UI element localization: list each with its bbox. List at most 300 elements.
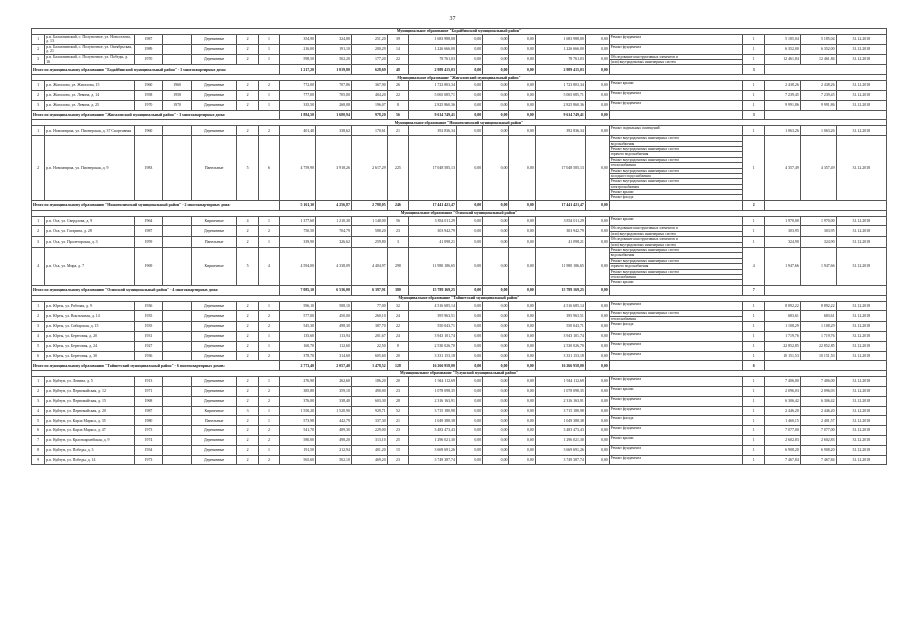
cell-fl: 2 — [237, 435, 258, 445]
cell-f1: 0,00 — [456, 445, 482, 455]
cell-f1: 0,00 — [456, 322, 482, 332]
cell-p2: 22 852,85 — [800, 341, 836, 351]
cell-fl: 2 — [237, 331, 258, 341]
cell-a1: 580,00 — [280, 435, 316, 445]
cell-cost: 1 944 112,69 — [409, 377, 457, 387]
work-item: Ремонт фасада — [610, 416, 634, 421]
cell-u: 0,00 — [585, 331, 609, 341]
total-own: 17 441 421,47 — [535, 200, 585, 210]
cell-cost: 3 331 153,18 — [409, 351, 457, 361]
cell-q: 1 — [743, 322, 764, 332]
cell-a3: 177,20 — [351, 54, 387, 65]
cell-f3: 0,00 — [509, 322, 535, 332]
cell-fl: 2 — [237, 386, 258, 396]
cell-addr: р.п. Юрты, ул. Береговая, д. 24 — [45, 341, 135, 351]
cell-f1: 0,00 — [456, 136, 482, 201]
cell-cost: 2 825 860,36 — [409, 100, 457, 110]
total-a3: 6 397,91 — [351, 285, 387, 295]
work-item: Ремонт фундамента — [610, 396, 642, 401]
cell-n: 1 — [32, 301, 45, 311]
cell-dt: 31.12.2018 — [836, 435, 886, 445]
cell-cost: 3 943 101,74 — [409, 331, 457, 341]
housing-repair-table — [31, 28, 887, 465]
cell-addr: р.п. Куйтун, ул. Первомайская, д. 20 — [45, 406, 135, 416]
cell-a3: 401,20 — [351, 445, 387, 455]
cell-cost: 1 296 021,30 — [409, 435, 457, 445]
cell-work — [609, 237, 743, 248]
cell-p2: 7 077,00 — [800, 426, 836, 436]
cell-own: 2 316 163,91 — [535, 396, 585, 406]
cell-addr: р.п. Жигалово, ул. Левина, д. 25 — [45, 100, 135, 110]
cell-en: 1 — [258, 35, 279, 45]
cell-res: 20 — [387, 351, 408, 361]
cell-addr: р.п. Куйтун, ул. Карла Маркса, д. 47 — [45, 426, 135, 436]
work-item: Обследование конструктивных элементов и — [610, 55, 743, 60]
cell-work — [609, 377, 743, 387]
cell-y2 — [163, 248, 192, 286]
cell-f1: 0,00 — [456, 377, 482, 387]
cell-dt: 31.12.2018 — [836, 226, 886, 237]
work-item: Ремонт фундамента — [610, 377, 642, 382]
total-label: Итого по муниципальному образованию "Осинский муниципальный район" - 4 многоквартирных дома: — [32, 285, 280, 295]
cell-addr: р.п. Куйтун, ул. Ленина, д. 5 — [45, 377, 135, 387]
cell-p1: 5 185,04 — [764, 35, 800, 45]
total-tail-empty — [764, 110, 886, 120]
work-item: теплоснабжения — [610, 316, 636, 321]
cell-a1: 135,60 — [280, 331, 316, 341]
cell-a3: 404,20 — [351, 91, 387, 101]
cell-own: 5 065 085,71 — [535, 91, 585, 101]
cell-fl: 3 — [237, 406, 258, 416]
cell-work — [609, 100, 743, 110]
cell-n: 4 — [32, 406, 45, 416]
cell-res: 22 — [387, 91, 408, 101]
cell-q: 1 — [743, 426, 764, 436]
cell-mat: Деревянные — [191, 435, 236, 445]
cell-f2: 0,00 — [483, 248, 509, 286]
cell-own: 3 483 473,43 — [535, 426, 585, 436]
cell-a2: 502,10 — [316, 455, 352, 465]
total-a2: 2 057,40 — [316, 361, 352, 371]
work-item: (или) внутридомовых инженерных систем — [610, 231, 676, 236]
cell-a2: 268,08 — [316, 100, 352, 110]
cell-work — [609, 341, 743, 351]
work-item: Ремонт внутридомовых инженерных систем — [610, 136, 743, 141]
cell-res: 24 — [387, 331, 408, 341]
cell-f2: 0,00 — [483, 54, 509, 65]
cell-en: 2 — [258, 322, 279, 332]
cell-f3: 0,00 — [509, 100, 535, 110]
cell-mat: Кирпичные — [191, 248, 236, 286]
cell-f2: 0,00 — [483, 416, 509, 426]
cell-u: 0,00 — [585, 377, 609, 387]
cell-work — [609, 396, 743, 406]
cell-a3: 929,71 — [351, 406, 387, 416]
cell-cost: 3 483 473,43 — [409, 426, 457, 436]
cell-own: 1 683 988,00 — [535, 35, 585, 45]
cell-f2: 0,00 — [483, 341, 509, 351]
cell-y2 — [163, 35, 192, 45]
table-row — [32, 35, 887, 45]
cell-cost: 1 723 803,34 — [409, 81, 457, 91]
total-work-empty — [609, 200, 743, 210]
total-u: 0,00 — [585, 65, 609, 75]
table-row — [32, 54, 887, 65]
cell-y2 — [163, 331, 192, 341]
cell-mat: Деревянные — [191, 126, 236, 136]
cell-res: 32 — [387, 301, 408, 311]
cell-a2: 338,40 — [316, 396, 352, 406]
cell-u: 0,00 — [585, 126, 609, 136]
cell-n: 3 — [32, 100, 45, 110]
cell-n: 3 — [32, 396, 45, 406]
cell-n: 1 — [32, 126, 45, 136]
cell-a1: 160,70 — [280, 341, 316, 351]
cell-cost: 3 669 691,26 — [409, 445, 457, 455]
work-item: Ремонт фундамента — [610, 91, 642, 95]
cell-a3: 603,30 — [351, 396, 387, 406]
cell-n: 3 — [32, 54, 45, 65]
work-item: Ремонт крыши — [610, 216, 634, 221]
cell-mat: Кирпичные — [191, 406, 236, 416]
cell-f1: 0,00 — [456, 351, 482, 361]
cell-cost: 1 049 388,38 — [409, 416, 457, 426]
cell-res: 56 — [387, 216, 408, 226]
cell-en: 6 — [258, 136, 279, 201]
cell-own: 17 048 585,13 — [535, 136, 585, 201]
cell-y2 — [163, 126, 192, 136]
total-work-empty — [609, 65, 743, 75]
cell-f3: 0,00 — [509, 416, 535, 426]
cell-a1: 354,90 — [280, 35, 316, 45]
cell-addr: р.п. Новоигирма, ул. Пионерская, д. 37 Спортивная — [45, 126, 135, 136]
table-row — [32, 396, 887, 406]
cell-addr: р.п. Оса, ул. Пролетарская, д. 3 — [45, 237, 135, 248]
cell-en: 1 — [258, 377, 279, 387]
total-label: Итого по муниципальному образованию "Жигаловский муниципальный район" - 3 многоквартирных дома: — [32, 110, 280, 120]
cell-q: 1 — [743, 91, 764, 101]
cell-u: 0,00 — [585, 216, 609, 226]
cell-a1: 565,60 — [280, 455, 316, 465]
cell-f3: 0,00 — [509, 386, 535, 396]
cell-a2: 212,94 — [316, 445, 352, 455]
cell-en: 2 — [258, 386, 279, 396]
cell-p2: 1 108,29 — [800, 322, 836, 332]
work-item: Ремонт фасада — [610, 322, 634, 327]
cell-n: 2 — [32, 136, 45, 201]
cell-f2: 0,00 — [483, 136, 509, 201]
cell-y2 — [163, 426, 192, 436]
cell-f3: 0,00 — [509, 237, 535, 248]
cell-p1: 1 063,26 — [764, 126, 800, 136]
cell-y1: 1971 — [134, 386, 163, 396]
cell-u: 0,00 — [585, 311, 609, 322]
cell-f1: 0,00 — [456, 406, 482, 416]
cell-mat: Деревянные — [191, 351, 236, 361]
total-a1: 1 217,20 — [280, 65, 316, 75]
cell-cost: 550 043,71 — [409, 322, 457, 332]
table-row — [32, 301, 887, 311]
cell-own: 3 669 691,26 — [535, 445, 585, 455]
cell-q: 1 — [743, 377, 764, 387]
cell-f1: 0,00 — [456, 435, 482, 445]
cell-q: 1 — [743, 54, 764, 65]
cell-f2: 0,00 — [483, 100, 509, 110]
cell-fl: 2 — [237, 341, 258, 351]
section-title: Муниципальное образование "Нижнеилимский муниципальный район" — [32, 120, 887, 126]
cell-a3: 490,00 — [351, 386, 387, 396]
cell-work — [609, 54, 743, 65]
cell-addr: р.п. Куйтун, ул. Победы, д. 3 — [45, 445, 135, 455]
cell-work — [609, 311, 743, 322]
section-title: Муниципальное образование "Тулунский муниципальный район" — [32, 371, 887, 377]
cell-f2: 0,00 — [483, 331, 509, 341]
cell-q: 1 — [743, 136, 764, 201]
cell-res: 23 — [387, 226, 408, 237]
cell-dt: 31.12.2018 — [836, 331, 886, 341]
cell-u: 0,00 — [585, 396, 609, 406]
cell-own: 11 980 186,65 — [535, 248, 585, 286]
cell-cost: 3 834 011,29 — [409, 216, 457, 226]
cell-res: 23 — [387, 455, 408, 465]
cell-own: 1 049 388,38 — [535, 416, 585, 426]
cell-res: 21 — [387, 126, 408, 136]
cell-y1: 1974 — [134, 435, 163, 445]
cell-f3: 0,00 — [509, 91, 535, 101]
cell-a1: 401,40 — [280, 126, 316, 136]
cell-dt: 31.12.2018 — [836, 351, 886, 361]
cell-cost: 1 226 666,00 — [409, 44, 457, 54]
cell-a3: 387,70 — [351, 322, 387, 332]
cell-p1: 2 096,03 — [764, 386, 800, 396]
cell-y1: 1987 — [134, 226, 163, 237]
table-row — [32, 426, 887, 436]
cell-q: 1 — [743, 351, 764, 361]
cell-y1: 1964 — [134, 216, 163, 226]
table-row — [32, 91, 887, 101]
cell-p1: 7 077,00 — [764, 426, 800, 436]
cell-own: 2 530 026,70 — [535, 341, 585, 351]
cell-f1: 0,00 — [456, 386, 482, 396]
cell-res: 26 — [387, 81, 408, 91]
cell-dt: 31.12.2018 — [836, 54, 886, 65]
cell-own: 4 516 685,14 — [535, 301, 585, 311]
cell-f2: 0,00 — [483, 237, 509, 248]
cell-en: 2 — [258, 311, 279, 322]
work-item: Ремонт внутридомовых инженерных систем — [610, 158, 743, 163]
cell-p2: 7 467,84 — [800, 455, 836, 465]
cell-dt: 31.12.2018 — [836, 126, 886, 136]
table-row — [32, 100, 887, 110]
cell-a1: 777,00 — [280, 91, 316, 101]
cell-f3: 0,00 — [509, 351, 535, 361]
cell-q: 1 — [743, 311, 764, 322]
cell-a2: 1 210,30 — [316, 216, 352, 226]
cell-f1: 0,00 — [456, 91, 482, 101]
total-q: 7 — [743, 285, 764, 295]
table-row — [32, 248, 887, 286]
cell-res: 39 — [387, 35, 408, 45]
cell-p1: 1 108,29 — [764, 322, 800, 332]
cell-dt: 31.12.2018 — [836, 91, 886, 101]
total-a2: 1 019,80 — [316, 65, 352, 75]
cell-y2 — [163, 406, 192, 416]
cell-mat: Панельные — [191, 416, 236, 426]
total-own: 15 789 169,25 — [535, 285, 585, 295]
cell-n: 2 — [32, 91, 45, 101]
cell-f2: 0,00 — [483, 396, 509, 406]
cell-q: 1 — [743, 435, 764, 445]
cell-mat: Панельные — [191, 136, 236, 201]
cell-p1: 7 239,45 — [764, 91, 800, 101]
total-f2: 0,00 — [483, 65, 509, 75]
total-tail-empty — [764, 285, 886, 295]
cell-work — [609, 435, 743, 445]
total-a1: 2 773,40 — [280, 361, 316, 371]
cell-dt: 31.12.2018 — [836, 136, 886, 201]
cell-f1: 0,00 — [456, 81, 482, 91]
cell-a2: 359,10 — [316, 386, 352, 396]
cell-addr: р.п. Жигалово, ул. Левина, д. 14 — [45, 91, 135, 101]
cell-p1: 2 602,83 — [764, 435, 800, 445]
work-item: Ремонт фундамента — [610, 406, 642, 411]
cell-f1: 0,00 — [456, 416, 482, 426]
work-item: Ремонт внутридомовых инженерных систем — [610, 270, 743, 275]
cell-f3: 0,00 — [509, 35, 535, 45]
cell-f3: 0,00 — [509, 435, 535, 445]
cell-f2: 0,00 — [483, 322, 509, 332]
table-row — [32, 322, 887, 332]
cell-a2: 489,30 — [316, 426, 352, 436]
cell-f3: 0,00 — [509, 311, 535, 322]
cell-work — [609, 136, 743, 201]
cell-n: 1 — [32, 81, 45, 91]
cell-y1: 1973 — [134, 426, 163, 436]
cell-p2: 10 151,53 — [800, 351, 836, 361]
work-item: водоснабжения — [610, 142, 743, 147]
cell-f1: 0,00 — [456, 341, 482, 351]
work-item: электроснабжения — [610, 185, 743, 190]
table-body — [32, 29, 887, 465]
cell-cost: 78 761,03 — [409, 54, 457, 65]
total-f3: 0,00 — [509, 361, 535, 371]
cell-a2: 112,60 — [316, 341, 352, 351]
total-work-empty — [609, 285, 743, 295]
cell-dt: 31.12.2018 — [836, 426, 886, 436]
total-f1: 0,00 — [456, 200, 482, 210]
total-q: 3 — [743, 65, 764, 75]
cell-q: 1 — [743, 341, 764, 351]
cell-a2: 326,62 — [316, 237, 352, 248]
work-item: Ремонт внутридомовых инженерных систем — [610, 179, 743, 184]
cell-f2: 0,00 — [483, 351, 509, 361]
total-a2: 4 256,87 — [316, 200, 352, 210]
cell-f2: 0,00 — [483, 311, 509, 322]
work-item: Ремонт внутридомовых инженерных систем — [610, 259, 743, 264]
cell-y2 — [163, 226, 192, 237]
cell-work — [609, 226, 743, 237]
cell-res: 22 — [387, 54, 408, 65]
cell-en: 1 — [258, 416, 279, 426]
cell-en: 2 — [258, 455, 279, 465]
cell-u: 0,00 — [585, 322, 609, 332]
work-item: Ремонт фундамента — [610, 331, 642, 336]
cell-f3: 0,00 — [509, 136, 535, 201]
cell-res: 225 — [387, 136, 408, 201]
cell-y1: 1960 — [134, 81, 163, 91]
cell-own: 395 963,51 — [535, 311, 585, 322]
cell-a3: 260,10 — [351, 311, 387, 322]
cell-p1: 1 719,76 — [764, 331, 800, 341]
cell-y1: 1927 — [134, 341, 163, 351]
work-item: Ремонт подвальных помещений — [610, 126, 660, 131]
cell-a2: 4 338,09 — [316, 248, 352, 286]
cell-y2 — [163, 322, 192, 332]
cell-fl: 2 — [237, 54, 258, 65]
work-item: Ремонт фундамента — [610, 100, 642, 105]
total-own: 2 989 415,03 — [535, 65, 585, 75]
cell-addr: р.п. Оса, ул. Мира, д. 7 — [45, 248, 135, 286]
cell-p2: 8 892,22 — [800, 301, 836, 311]
cell-work — [609, 91, 743, 101]
cell-fl: 2 — [237, 44, 258, 54]
cell-u: 0,00 — [585, 248, 609, 286]
cell-u: 0,00 — [585, 54, 609, 65]
cell-addr: р.п. Юрты, ул. Сибирская, д. 15 — [45, 322, 135, 332]
cell-p2: 12 461,84 — [800, 54, 836, 65]
total-f3: 0,00 — [509, 285, 535, 295]
cell-fl: 2 — [237, 100, 258, 110]
cell-a3: 196,07 — [351, 100, 387, 110]
cell-a3: 77,00 — [351, 301, 387, 311]
cell-res: 52 — [387, 406, 408, 416]
cell-f2: 0,00 — [483, 386, 509, 396]
cell-a2: 3 918,26 — [316, 136, 352, 201]
cell-p2: 6 352,00 — [800, 44, 836, 54]
cell-q: 1 — [743, 126, 764, 136]
cell-q: 1 — [743, 44, 764, 54]
total-cost: 17 441 421,47 — [409, 200, 457, 210]
cell-work — [609, 248, 743, 286]
cell-a3: 337,30 — [351, 416, 387, 426]
cell-p1: 324,90 — [764, 237, 800, 248]
cell-mat: Деревянные — [191, 301, 236, 311]
cell-en: 1 — [258, 44, 279, 54]
cell-own: 1 944 112,69 — [535, 377, 585, 387]
cell-y2: 1960 — [163, 81, 192, 91]
total-f3: 0,00 — [509, 200, 535, 210]
cell-cost: 4 516 685,14 — [409, 301, 457, 311]
cell-a2: 442,79 — [316, 416, 352, 426]
total-f3: 0,00 — [509, 65, 535, 75]
cell-en: 1 — [258, 301, 279, 311]
total-a1: 5 161,30 — [280, 200, 316, 210]
cell-q: 1 — [743, 455, 764, 465]
cell-dt: 31.12.2018 — [836, 44, 886, 54]
cell-addr: р.п. Оса, ул. Свердлова, д. 9 — [45, 216, 135, 226]
cell-y2 — [163, 341, 192, 351]
cell-p2: 1 970,00 — [800, 216, 836, 226]
cell-own: 3 943 101,74 — [535, 331, 585, 341]
cell-cost: 392 836,34 — [409, 126, 457, 136]
cell-a3: 4 404,97 — [351, 248, 387, 286]
total-row — [32, 110, 887, 120]
table-row — [32, 416, 887, 426]
cell-q: 1 — [743, 237, 764, 248]
cell-f1: 0,00 — [456, 237, 482, 248]
cell-f2: 0,00 — [483, 226, 509, 237]
total-u: 0,00 — [585, 200, 609, 210]
